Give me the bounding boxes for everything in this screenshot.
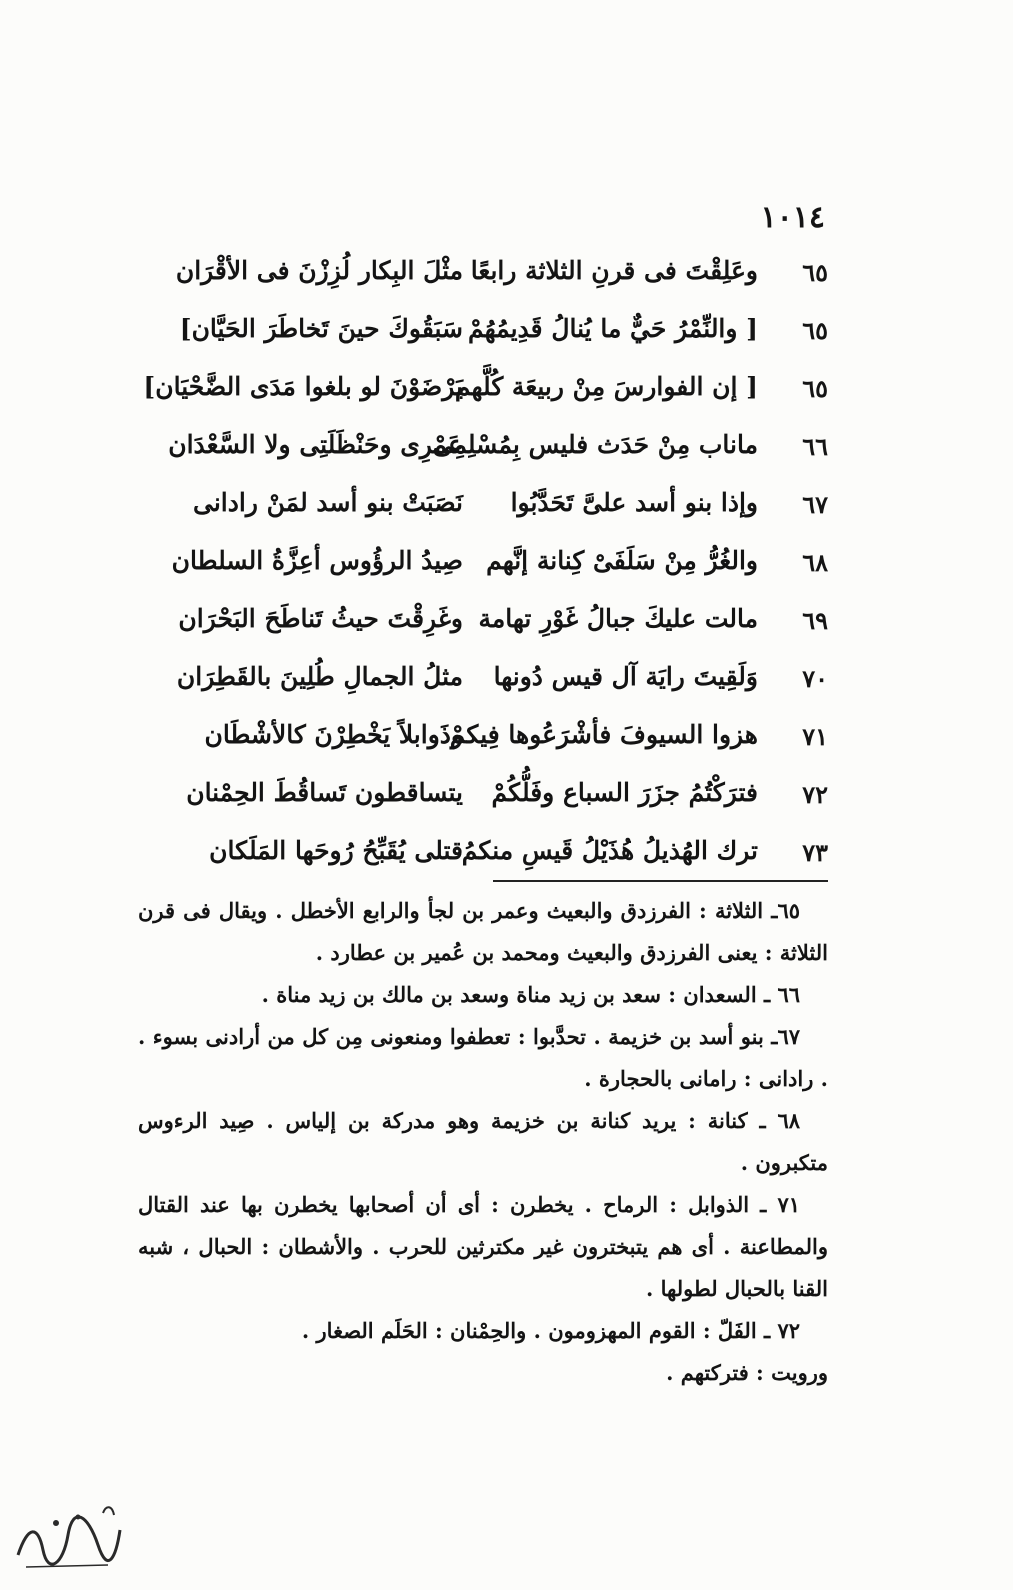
- verse-line: [178, 772, 828, 830]
- verse-first-hemistich: [ إن الفوارسَ مِنْ ربيعَة كُلَّهم: [454, 372, 758, 401]
- verse-number: ٦٥: [802, 258, 828, 287]
- verse-number: ٦٥: [802, 316, 828, 345]
- verse-first-hemistich: مالت عليكَ جبالُ غَوْرِ تهامة: [478, 604, 758, 633]
- footnote: ورويت : فتركتهم .: [666, 1360, 828, 1385]
- footnote-divider: [493, 880, 828, 882]
- poem-verses: [143, 250, 828, 888]
- verse-line: [178, 482, 828, 540]
- verse-first-hemistich: هزوا السيوفَ فأشْرَعُوها فِيكمْ: [449, 720, 758, 749]
- verse-first-hemistich: [ والنِّمْرُ حَيٌّ ما يُنالُ قَدِيمُهُمْ: [467, 314, 758, 343]
- verse-number: ٦٧: [802, 490, 828, 519]
- verse-line: [178, 656, 828, 714]
- verse-first-hemistich: فترَكْتُمُ جزَرَ السباع وفَلُّكُمْ: [491, 778, 758, 807]
- verse-number: ٦٦: [802, 432, 828, 461]
- library-seal-logo: [8, 1495, 128, 1575]
- footnote: ٦٥ـ الثلاثة : الفرزدق والبعيث وعمر بن لجأ والرابع الأخطل . ويقال فى قرن الثلاثة : يعنى الفرزدق والبعيث ومحمد بن عُمير بن عطارد .: [138, 898, 828, 965]
- verse-number: ٧١: [802, 722, 828, 751]
- verse-second-hemistich: قتلى يُقَبِّحُ رُوحَها المَلَكان: [209, 836, 463, 865]
- verse-line: [178, 598, 828, 656]
- verse-second-hemistich: نَصَبَتْ بنو أسد لمَنْ رادانى: [193, 488, 463, 517]
- verse-second-hemistich: مثْلَ البِكار لُزِزْنَ فى الأقْرَان: [175, 256, 463, 285]
- verse-second-hemistich: وغَرِقْتَ حيثُ تَناطَحَ البَحْرَان: [178, 604, 463, 633]
- footnotes: [138, 890, 828, 1394]
- verse-number: ٦٥: [802, 374, 828, 403]
- verse-line: [171, 540, 828, 598]
- verse-number: ٧٣: [802, 838, 828, 867]
- footnote: ٧١ ـ الذوابل : الرماح . يخطرن : أى أن أصحابها يخطرن بها عند القتال والمطاعنة . أى هم يتبخترون غير مكترثين للحرب . والأشطان : الحبال ، شبه القنا بالحبال لطولها .: [138, 1192, 828, 1301]
- verse-line: [168, 424, 828, 482]
- footnote: ٦٨ ـ كنانة : يريد كنانة بن خزيمة وهو مدركة بن إلياس . صِيد الرءوس متكبرون .: [138, 1108, 828, 1175]
- footnote: ٦٧ـ بنو أسد بن خزيمة . تحدَّبوا : تعطفوا ومنعونى مِن كل من أرادنى بسوء . . رادانى : رامانى بالحجارة .: [138, 1024, 828, 1091]
- verse-line: [178, 308, 828, 366]
- verse-line: [175, 250, 828, 308]
- verse-number: ٧٢: [802, 780, 828, 809]
- verse-line: [143, 366, 828, 424]
- verse-first-hemistich: وإذا بنو أسد علىَّ تَحَدَّبُوا: [510, 488, 758, 517]
- verse-number: ٦٩: [802, 606, 828, 635]
- verse-number: ٦٨: [802, 548, 828, 577]
- verse-first-hemistich: وَلَقِيتَ رايَة آل قيس دُونها: [493, 662, 758, 691]
- verse-second-hemistich: مثلُ الجمالِ طُلِينَ بالقَطِرَان: [176, 662, 463, 691]
- footnote: ٦٦ ـ السعدان : سعد بن زيد مناة وسعد بن مالك بن زيد مناة .: [261, 982, 800, 1007]
- page-number: ١٠١٤: [760, 200, 825, 235]
- verse-number: ٧٠: [802, 664, 828, 693]
- verse-second-hemistich: وذَوابلاً يَخْطِرْنَ كالأشْطَان: [204, 720, 463, 749]
- footnote: ٧٢ ـ الفَلّ : القوم المهزومون . والحِمْنان : الحَلَم الصغار .: [301, 1318, 800, 1343]
- verse-second-hemistich: سَبَقُوكَ حينَ تَخاطَرَ الحَيَّان]: [179, 314, 463, 343]
- verse-first-hemistich: والغُرُّ مِنْ سَلَفَىْ كِنانة إنَّهم: [486, 546, 758, 575]
- verse-first-hemistich: وعَلِقْتَ فى قرنِ الثلاثة رابعًا: [470, 256, 758, 285]
- verse-line: [178, 714, 828, 772]
- verse-second-hemistich: يَرْضَوْنَ لو بلغوا مَدَى الضَّحْيَان]: [143, 372, 463, 401]
- verse-second-hemistich: عَمْرِى وحَنْظَلَتِى ولا السَّعْدَان: [168, 430, 463, 459]
- verse-first-hemistich: ماناب مِنْ حَدَث فليس بِمُسْلِمِى: [432, 430, 758, 459]
- verse-first-hemistich: ترك الهُذيلُ هُذَيْلُ قَيسِ منكمُ: [461, 836, 758, 865]
- verse-second-hemistich: يتساقطون تَساقُطَ الحِمْنان: [186, 778, 463, 807]
- verse-second-hemistich: صِيدُ الرؤُوس أعِزَّةُ السلطان: [171, 546, 463, 575]
